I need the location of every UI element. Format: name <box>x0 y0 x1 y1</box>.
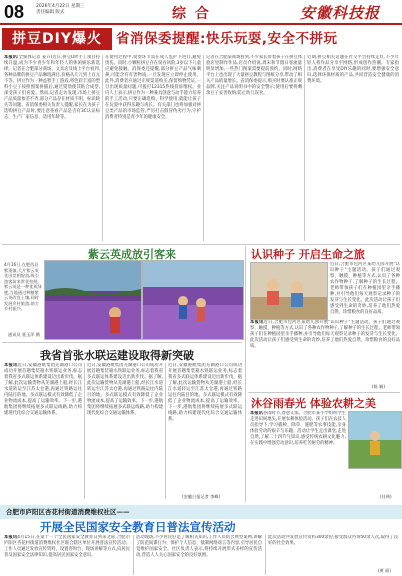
spring-article-text <box>250 411 346 499</box>
transport-col2: 近日,安徽港航集团芜湖港口公司成功开展首趟集装箱水铁联运业务,标志着我省多式联运体系建设迈出新步伐。据了解,此次运输货物从芜湖港上船,经长江水道转运至江苏太仓港,再通过铁路运往内陆目的地。多式联运模式有效降低了企业物流成本,提高了运输效率。下一步,港航集团将继续拓展多式联运线路,助力构建现代化综合交通运输体系。 <box>87 363 163 416</box>
section-divider <box>2 342 242 343</box>
spring-farming-headline: 沐谷雨春光 体验农耕之美 <box>251 397 376 410</box>
column-divider <box>102 55 103 241</box>
newspaper-logo: 安徽科技报 <box>300 4 381 22</box>
masthead-rule <box>0 23 402 25</box>
column-divider <box>84 363 85 499</box>
date-line-top: 2026年4月22日 星期三 <box>36 4 85 9</box>
column-divider <box>203 55 204 241</box>
column-divider <box>133 535 134 575</box>
column-divider <box>245 246 246 502</box>
bottom-col2: 活动现场,不少居民驻足了解相关知识,工作人员结合典型案例,讲解了防范间谍行为、保护个人信息、抵制网络谣言等内容,引导居民自觉维护国家安全。社区负责人表示,将持续开展形式多样的宣传活动,营造人人关心国家安全的良好氛围。 <box>136 535 262 558</box>
lead-col1-text: (全媒体记者 姜卉)近日,拼豆DIY手工项目持续升温,成为不少青少年和年轻人的休闲娱乐新选择。记者在合肥部分商场、文具店及线上平台看到,各种品牌的拼豆产品琳琅满目,价格从几元到上百元不等。拼豆作为一种益智手工游戏,将色彩丰富的塑料小豆子按照图案拼插后,通过熨烫使其粘合成型,深受孩子们喜爱。然而,记者走访发现,市场上拼豆产品质量参差不齐,部分产品存在材质不明、标识缺失等问题。省消保委相关负责人提醒,家长在为孩子选购拼豆产品时,要注意查看产品是否有3C认证标志、生产厂家信息、适用年龄等。 <box>4 55 100 120</box>
date-line-bottom: 责任编辑 版式 <box>36 10 65 15</box>
seeds-article-top <box>330 262 400 318</box>
flower-field-visitors-photo <box>142 260 244 340</box>
flower-field-visitors-illustration <box>143 261 243 339</box>
spring-body-text: 谷雨时节,春意正浓。合肥市某小学组织学生走进田间地头,开展农耕体验活动。孩子们在农技人员指导下,学习插秧、除草、施肥等农事技能,亲身体验劳动的艰辛与乐趣。活动让学生走出课堂,走进自然,了解二十四节气知识,感受传统农耕文化魅力,在实践中增强劳动意识,培养吃苦耐劳的精神。 <box>250 411 346 446</box>
seeds-headline: 认识种子 开启生命之旅 <box>251 248 365 261</box>
photo-caption: 4月16日,在肥西县紫蓬镇,大片紫云英花田竞相绽放,吸引游客前来赏花拍照。紫云英是一种优质绿肥,当地通过种植紫云英改良土壤,同时发展乡村旅游,助力乡村振兴。 <box>4 262 42 311</box>
lead-topic-tag: 拼豆DIY爆火 <box>2 28 112 50</box>
lead-article-col1 <box>4 55 100 241</box>
transport-headline: 我省首张水联运建设取得新突破 <box>40 349 194 362</box>
transport-credit: (安徽日报记者 李峰) <box>182 494 221 499</box>
bottom-credit: (黄 丽) <box>378 568 391 573</box>
section-title: 综 合 <box>172 6 211 22</box>
flower-field-illustration <box>45 261 141 339</box>
children-seeds-photo <box>250 262 328 320</box>
spring-byline: 本报讯 <box>250 411 263 416</box>
lead-article-col2: 在使用过程中,熨烫环节需在成人监护下进行,避免烫伤。同时,小颗粒拼豆存在误吞风险,3岁以下儿童应避免接触。消保委还提醒,部分拼豆产品气味刺鼻,可能含有有害物质,一旦发现应立即停止使用。此外,消费者应通过正规渠道购买,保留购物凭证,一旦出现质量问题,可拨打12315热线投诉维权。业内人士表示,拼豆作为一种兼具创意与动手能力培养的手工活动,只要正确选购、科学使用,就能让孩子在玩耍中获得乐趣与成长。有关部门也将加强对拼豆类产品的市场监管,严厉打击假冒伪劣行为,守护消费者特别是青少年的健康安全。 <box>105 55 201 120</box>
column-divider <box>165 363 166 499</box>
seeds-article-bottom <box>250 320 400 386</box>
bottom-byline: 本报讯 <box>4 535 18 540</box>
lead-byline: 本报讯 <box>4 55 18 60</box>
children-seeds-illustration <box>251 263 327 319</box>
bottom-feature-subhead: 合肥市庐阳区杏花村街道消费维权社区—— <box>6 508 130 516</box>
lead-headline: 省消保委提醒:快乐玩耍,安全不拼玩 <box>116 31 338 47</box>
seeds-body-continued: 近日,合肥市包河区某幼儿园开展"认识种子"主题活动。孩子们通过观察、触摸、种植等方式,认识了各种农作物种子,了解种子的生长过程。老师带领孩子们在种植园里亲手播种,并引导他们每天观察记录种子的发芽与生长变化。此次活动让孩子们感受到生命的奇妙,培养了他们热爱自然、珍惜粮食的良好品质。 <box>250 320 400 349</box>
page-number: 08 <box>4 2 25 22</box>
seeds-body-text: 近日,合肥市包河区某幼儿园开展"认识种子"主题活动。孩子们通过观察、触摸、种植等方式,认识了各种农作物种子,了解种子的生长过程。老师带领孩子们在种植园里亲手播种,并引导他们每天观察记录种子的发芽与生长变化。此次活动让孩子们感受到生命的奇妙,培养了他们热爱自然、珍惜粮食的良好品质。 <box>330 262 400 315</box>
farming-illustration <box>349 412 401 468</box>
seeds-credit: (陈 颖) <box>372 384 385 389</box>
lead-article-col3: 记者在合肥某商场看到,不少家长带着孩子在拼豆体验店里制作作品,店员介绍说,周末和节假日客流量明显增加,一些热门图案需要提前预约。同时,网络平台上也出现了大量拼豆教程与图纸分享,带动了相关产品销量增长。省消保委提示,购买时要认准正规品牌,关注产品说明书中的安全警示;使用后要将剩余豆子妥善收纳,防止幼儿误食。 <box>206 55 302 96</box>
section-divider <box>2 244 400 245</box>
lead-article-col4: 近期,拼豆相关话题在社交平台持续走红,不少年轻人将作品分享至网络,形成创作热潮。专家指出,消费者在享受DIY乐趣的同时,要增强安全意识,选择环保材质的产品,共同营造安全健康的消费环境。 <box>307 55 399 84</box>
bottom-feature-headline: 开展全民国家安全教育日普法宣传活动 <box>40 520 236 534</box>
bottom-col1-text: 4月15日,在第十一个全民国家安全教育日到来之际,合肥市庐阳区杏花村街道消费维权社区联合辖区单位开展普法宣传活动。工作人员通过发放宣传资料、设置咨询台、现场讲解等方式,向居民普及国家安全法律知识,提高居民国家安全意识。 <box>4 535 130 558</box>
masthead <box>0 0 402 24</box>
column-divider <box>304 55 305 241</box>
photo-feature-title: 紫云英成放引客来 <box>88 248 176 261</box>
seeds-byline: 本报讯 <box>250 320 264 325</box>
bottom-col3: 此次活动共发放宣传资料300余份,接受群众咨询50余人次,取得了良好的社会效果。 <box>268 535 398 546</box>
purple-flower-field-photo <box>44 260 142 340</box>
date-line <box>36 4 84 16</box>
transport-byline: 本报讯 <box>4 363 18 368</box>
bottom-col1 <box>4 535 130 575</box>
transport-col1 <box>4 363 82 499</box>
transport-col3: 近日,安徽港航集团芜湖港口公司成功开展首趟集装箱水铁联运业务,标志着我省多式联运体系建设迈出新步伐。据了解,此次运输货物从芜湖港上船,经长江水道转运至江苏太仓港,再通过铁路运往内陆目的地。多式联运模式有效降低了企业物流成本,提高了运输效率。下一步,港航集团将继续拓展多式联运线路,助力构建现代化综合交通运输体系。 <box>168 363 242 422</box>
spring-credit: (任林) <box>380 494 392 499</box>
section-divider <box>248 392 400 393</box>
column-divider <box>265 535 266 575</box>
transport-body-text: 近日,安徽港航集团芜湖港口公司成功开展首趟集装箱水铁联运业务,标志着我省多式联运体系建设迈出新步伐。据了解,此次运输货物从芜湖港上船,经长江水道转运至江苏太仓港,再通过铁路运往内陆目的地。多式联运模式有效降低了企业物流成本,提高了运输效率。下一步,港航集团将继续拓展多式联运线路,助力构建现代化综合交通运输体系。 <box>4 363 82 416</box>
farming-photo <box>348 411 402 469</box>
photo-credit: 通讯员 聂玉萍 摄 <box>8 332 40 337</box>
